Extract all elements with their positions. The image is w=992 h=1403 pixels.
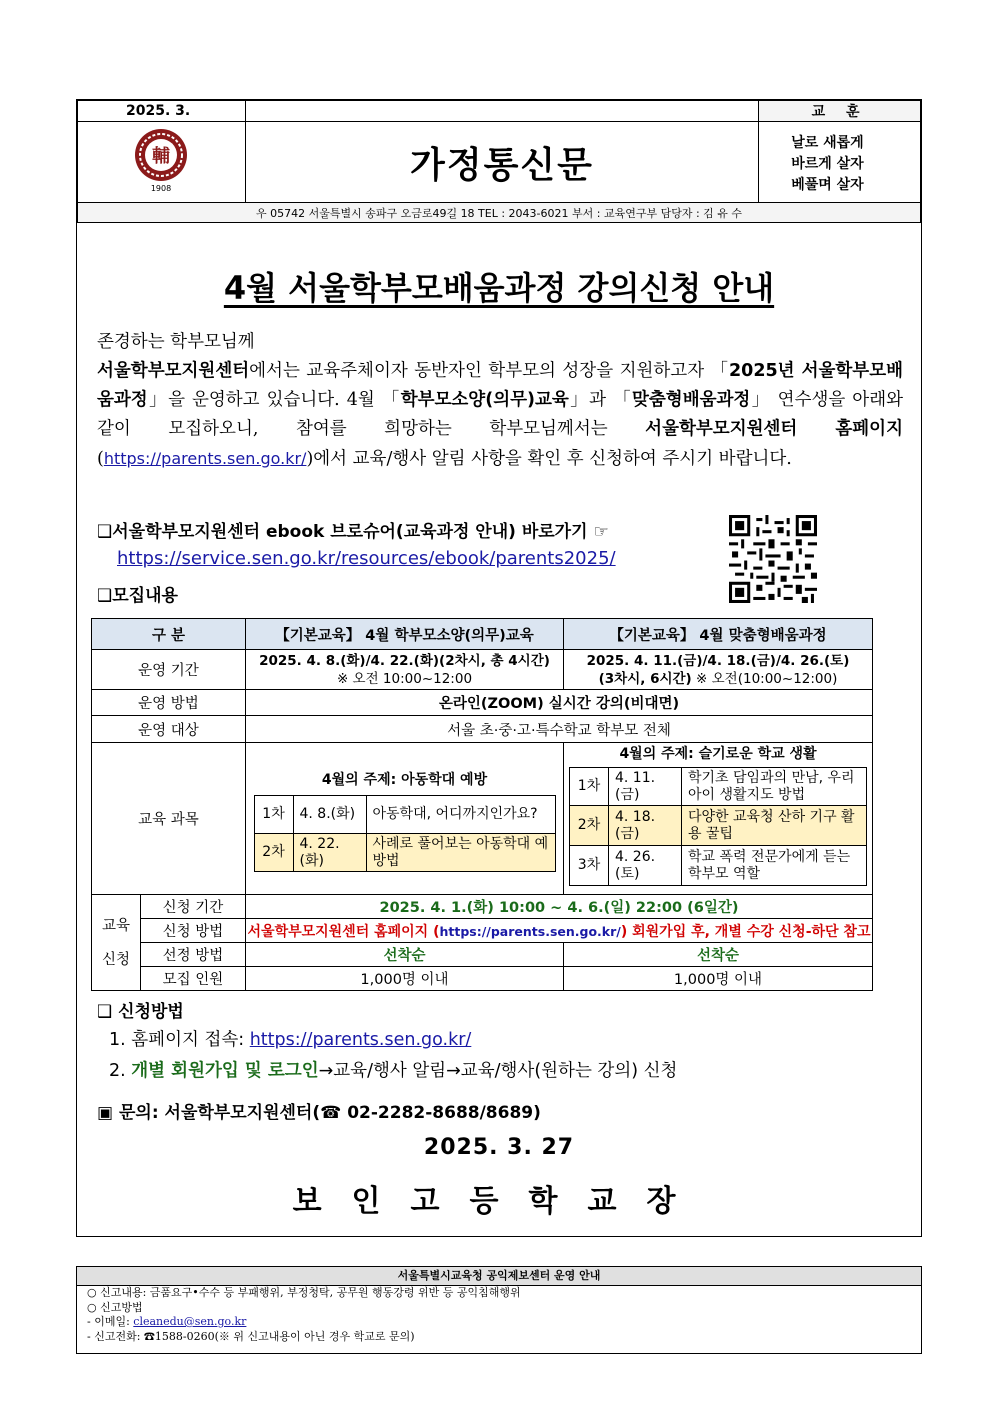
parents-site-link[interactable]: https://parents.sen.go.kr/ [103, 449, 307, 468]
course-table [91, 618, 873, 991]
apply-heading: ❑ 신청방법 [97, 1002, 184, 1022]
custom-session-table [569, 767, 867, 886]
recruit-heading: ❑모집내용 [97, 586, 178, 606]
custom-course-cell [564, 743, 873, 895]
basic-period: 2025. 4. 8.(화)/4. 22.(화)(2차시, 총 4시간) ※ 오전 10:00~12:00 [246, 650, 564, 690]
custom-period: 2025. 4. 11.(금)/4. 18.(금)/4. 26.(토) (3차시, 6시간) ※ 오전(10:00~12:00) [564, 650, 873, 690]
row-label-count: 모집 인원 [141, 967, 246, 991]
table-row: 2차 4. 18.(금) 다양한 교육청 산하 기구 활용 꿀팁 [570, 806, 867, 846]
greeting: 존경하는 학부모님께 [97, 332, 255, 352]
footer-line: - 신고전화: ☎1588-0260(※ 위 신고내용이 아닌 경우 학교로 문의) [87, 1329, 415, 1343]
motto-lines [759, 122, 921, 203]
logo-year: 1908 [151, 184, 172, 193]
col-header-division: 구 분 [92, 619, 246, 650]
newsletter-frame [76, 99, 922, 1237]
page-title: 가정통신문 [245, 122, 758, 203]
ebook-link[interactable]: https://service.sen.go.kr/resources/ebook/parents2025/ [117, 548, 616, 569]
apply-site-link[interactable]: https://parents.sen.go.kr/ [439, 923, 621, 939]
ebook-label: ❑서울학부모지원센터 ebook 브로슈어(교육과정 안내) 바로가기 ☞ [97, 522, 609, 542]
row-label-apply: 교육 신청 [92, 895, 141, 991]
select-custom: 선착순 [564, 943, 873, 967]
apply-method: 서울학부모지원센터 홈페이지 (https://parents.sen.go.kr/) 회원가입 후, 개별 수강 신청-하단 참고 [246, 919, 873, 943]
school-emblem-icon [131, 127, 191, 193]
apply-step-1: 1. 홈페이지 접속: https://parents.sen.go.kr/ [109, 1030, 472, 1050]
contact-info: ▣ 문의: 서울학부모지원센터(☎ 02-2282-8688/8689) [97, 1103, 541, 1123]
row-label-apply-method: 신청 방법 [141, 919, 246, 943]
operation-method: 온라인(ZOOM) 실시간 강의(비대면) [246, 690, 873, 716]
count-basic: 1,000명 이내 [246, 967, 564, 991]
row-label-method: 운영 방법 [92, 690, 246, 716]
count-custom: 1,000명 이내 [564, 967, 873, 991]
logo-char: 輔 [152, 146, 171, 167]
row-label-course: 교육 과목 [92, 743, 246, 895]
motto-line: 날로 새롭게 [791, 134, 864, 151]
col-header-basic: 【기본교육】 4월 학부모소양(의무)교육 [246, 619, 564, 650]
row-label-apply-period: 신청 기간 [141, 895, 246, 919]
table-row: 3차 4. 26.(토) 학교 폭력 전문가에게 듣는 학부모 역할 [570, 846, 867, 886]
basic-session-table [254, 795, 556, 872]
table-row: 2차 4. 22.(화) 사례로 풀어보는 아동학대 예방법 [254, 834, 555, 872]
basic-theme: 4월의 주제: 아동학대 예방 [321, 772, 488, 788]
col-header-custom: 【기본교육】 4월 맞춤형배움과정 [564, 619, 873, 650]
basic-course-cell [246, 743, 564, 895]
motto-line: 바르게 살자 [791, 155, 864, 172]
row-label-select: 선정 방법 [141, 943, 246, 967]
issue-month: 2025. 3. [78, 101, 246, 122]
footer-line: ○ 신고방법 [87, 1300, 143, 1314]
school-logo [78, 122, 246, 203]
header-table [77, 100, 921, 223]
issue-date: 2025. 3. 27 [423, 1135, 575, 1160]
table-row: 1차 4. 11.(금) 학기초 담임과의 만남, 우리 아이 생활지도 방법 [570, 768, 867, 806]
select-basic: 선착순 [246, 943, 564, 967]
row-label-target: 운영 대상 [92, 716, 246, 743]
operation-target: 서울 초·중·고·특수학교 학부모 전체 [246, 716, 873, 743]
notice-title: 4월 서울학부모배움과정 강의신청 안내 [223, 269, 775, 307]
whistleblower-notice [76, 1266, 922, 1354]
footer-line: ○ 신고내용: 금품요구•수수 등 부패행위, 부정청탁, 공무원 행동강령 위반 등 공익침해행위 [87, 1286, 521, 1299]
notice-paragraph: 서울학부모지원센터에서는 교육주체이자 동반자인 학부모의 성장을 지원하고자 「2025년 서울학부모배움과정」을 운영하고 있습니다. 4월 「학부모소양(의무)교육」과 「맞춤형배움과정」 연수생을 아래와 같이 모집하오니, 참여를 희망하는 학부모님께서는 서울학부모지원센터 홈페이지(https://parents.sen.go.kr/)에서 교육/행사 알림 사항을 확인 후 신청하여 주시기 바랍니다. [97, 361, 904, 469]
footer-line: - 이메일: cleanedu@sen.go.kr [87, 1315, 247, 1328]
notice-body [97, 328, 903, 474]
report-email-link[interactable]: cleanedu@sen.go.kr [133, 1315, 247, 1328]
address-line: 우 05742 서울특별시 송파구 오금로49길 18 TEL : 2043-6021 부서 : 교육연구부 담당자 : 김 유 수 [78, 203, 921, 223]
qr-code-icon[interactable] [729, 515, 817, 603]
motto-heading: 교 훈 [759, 101, 921, 122]
principal-signature: 보인고등학교장 [292, 1184, 706, 1219]
step1-link[interactable]: https://parents.sen.go.kr/ [249, 1030, 472, 1050]
table-row: 1차 4. 8.(화) 아동학대, 어디까지인가요? [254, 796, 555, 834]
row-label-period: 운영 기간 [92, 650, 246, 690]
apply-step-2: 2. 개별 회원가입 및 로그인→교육/행사 알림→교육/행사(원하는 강의) 신청 [109, 1061, 678, 1081]
footer-title: 서울특별시교육청 공익제보센터 운영 안내 [77, 1267, 921, 1286]
custom-theme: 4월의 주제: 슬기로운 학교 생활 [619, 746, 817, 762]
apply-period: 2025. 4. 1.(화) 10:00 ~ 4. 6.(일) 22:00 (6일간) [246, 895, 873, 919]
motto-line: 베풀며 살자 [791, 176, 864, 193]
